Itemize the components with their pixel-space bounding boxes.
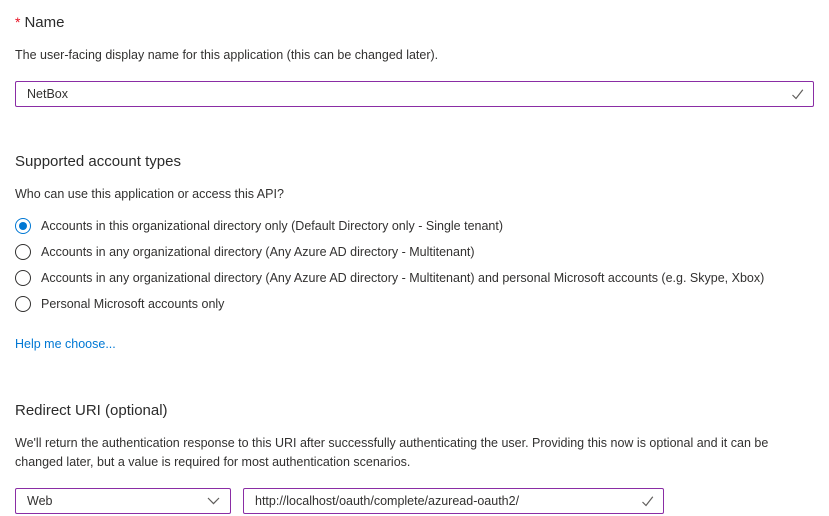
name-field-label [15,12,814,33]
account-types-radio-group [15,213,814,317]
redirect-uri-row [15,488,814,514]
redirect-uri-section [15,401,814,514]
radio-button-icon [15,244,31,260]
radio-option-label: Accounts in any organizational directory (Any Azure AD directory - Multitenant) [41,245,475,259]
supported-account-types-section [15,152,814,353]
radio-option-multitenant[interactable] [15,239,814,265]
uri-input-wrap [243,488,664,514]
radio-option-label: Personal Microsoft accounts only [41,297,225,311]
redirect-uri-input[interactable] [243,488,664,514]
radio-option-label: Accounts in this organizational directory only (Default Directory only - Single tenant) [41,219,504,233]
radio-button-icon [15,296,31,312]
name-description: The user-facing display name for this application (this can be changed later). [15,48,439,62]
radio-button-icon [15,218,31,234]
radio-option-multitenant-personal[interactable] [15,265,814,291]
redirect-uri-description: We'll return the authentication response to this URI after successfully authenticating the user. Providing this now is optional and it can be changed later, but a value is required for most authentication scenarios. [15,436,769,469]
name-input[interactable] [15,81,814,107]
redirect-uri-heading: Redirect URI (optional) [15,402,168,419]
name-section [15,12,814,107]
name-input-wrap [15,81,814,107]
platform-select-value: Web [27,494,53,508]
radio-option-personal-only[interactable] [15,291,814,317]
radio-option-single-tenant[interactable] [15,213,814,239]
account-types-question: Who can use this application or access this API? [15,187,284,201]
name-label-text: Name [24,14,65,31]
radio-option-label: Accounts in any organizational directory (Any Azure AD directory - Multitenant) and personal Microsoft accounts (e.g. Skype, Xbox) [41,271,765,285]
radio-button-icon [15,270,31,286]
required-asterisk: * [15,14,21,30]
account-types-heading: Supported account types [15,153,181,170]
chevron-down-icon [207,494,220,508]
platform-select[interactable] [15,488,231,514]
help-me-choose-link[interactable]: Help me choose... [15,337,116,351]
